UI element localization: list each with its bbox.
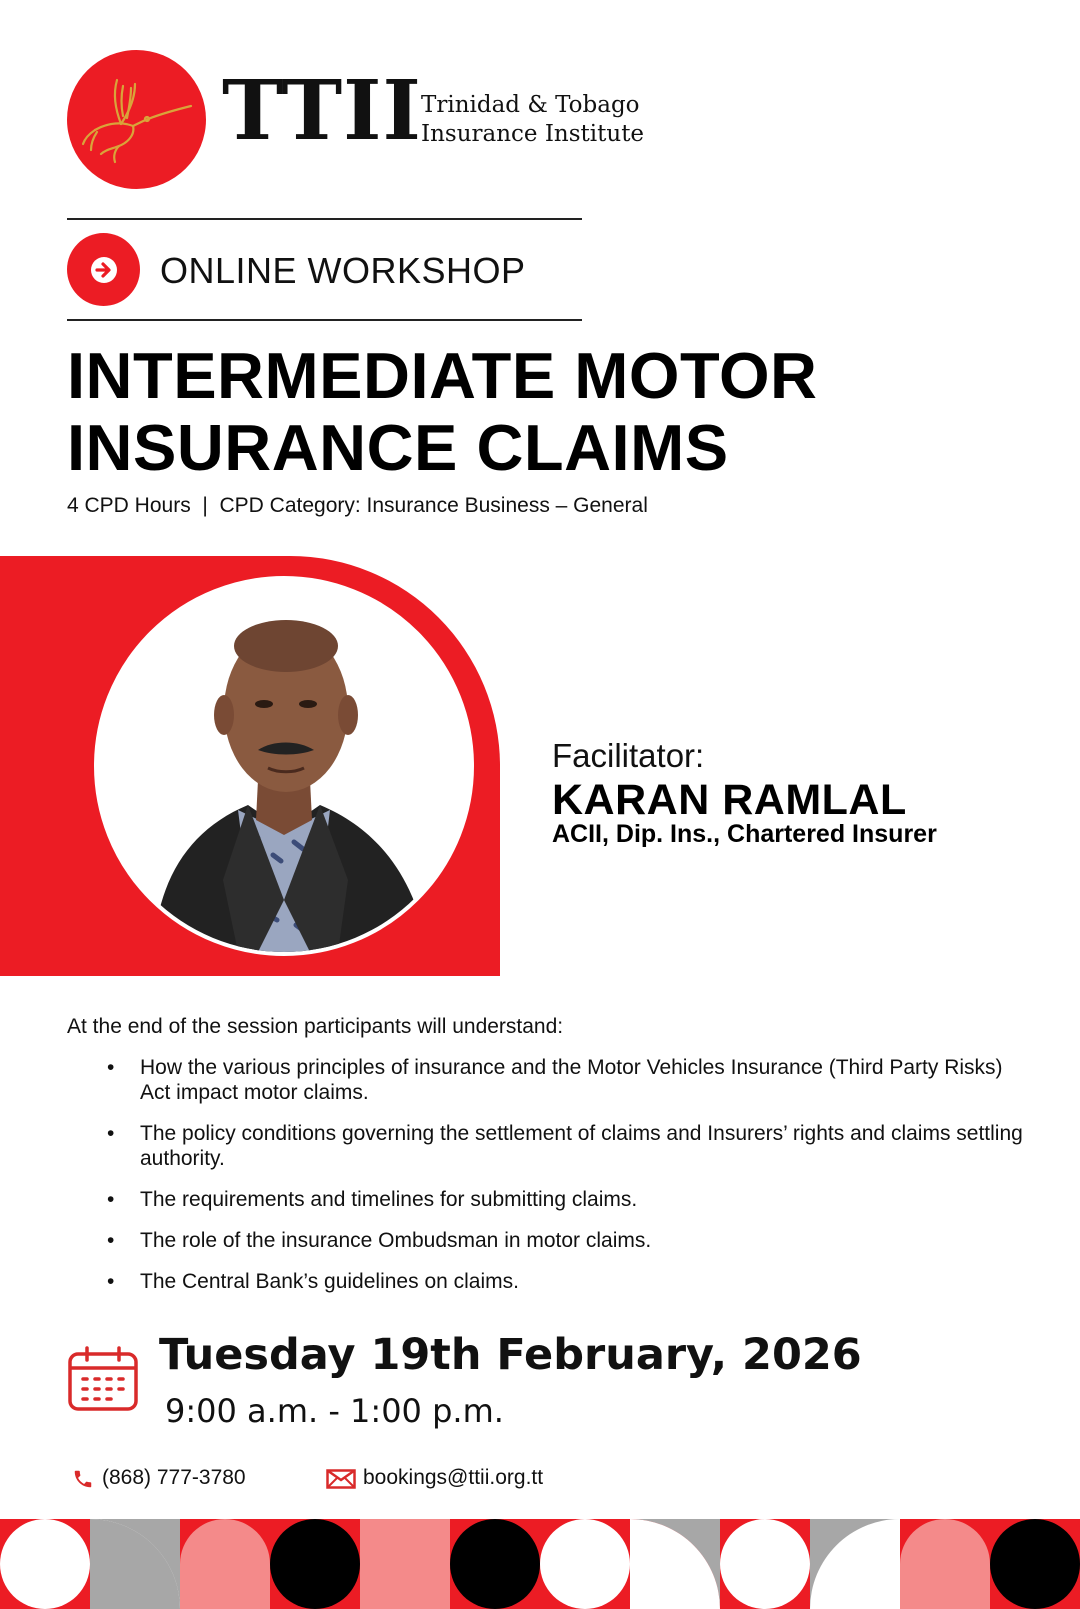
objectives-list [67,1055,1027,1310]
facilitator-label: Facilitator: [552,737,705,774]
list-item [67,1121,1027,1171]
list-item-text: How the various principles of insurance and the Motor Vehicles Insurance (Third Party Risks) Act impact motor claims. [140,1056,1003,1104]
list-item-text: The role of the insurance Ombudsman in motor claims. [140,1229,652,1252]
event-type-label: ONLINE WORKSHOP [160,250,526,291]
bullet-icon: • [107,1188,115,1211]
arrow-badge [67,233,140,306]
list-item [67,1269,1027,1294]
list-item-text: The policy conditions governing the settlement of claims and Insurers’ rights and claims settling authority. [140,1122,1023,1170]
event-title [67,340,1027,484]
portrait-illustration [98,580,470,952]
list-item-text: The requirements and timelines for submitting claims. [140,1188,638,1211]
geometric-pattern-graphic [0,1519,1080,1609]
event-date: Tuesday 19th February, 2026 [159,1330,862,1380]
objectives-intro: At the end of the session participants will understand: [67,1015,564,1038]
org-name-line1: Trinidad & Tobago [421,92,640,118]
envelope-icon [326,1469,356,1489]
bullet-icon: • [107,1056,115,1079]
event-time: 9:00 a.m. - 1:00 p.m. [165,1392,504,1430]
org-abbreviation: TTII [222,63,422,159]
bullet-icon: • [107,1229,115,1252]
title-line-1: INTERMEDIATE MOTOR [67,339,818,412]
calendar-icon [67,1346,139,1412]
hummingbird-icon [75,72,195,172]
bullet-icon: • [107,1270,115,1293]
list-item [67,1055,1027,1105]
list-item-text: The Central Bank’s guidelines on claims. [140,1270,519,1293]
org-name-line2: Insurance Institute [421,121,645,147]
bullet-icon: • [107,1122,115,1145]
list-item [67,1187,1027,1212]
hummingbird-logo [67,50,206,189]
title-line-2: INSURANCE CLAIMS [67,411,729,484]
facilitator-credentials: ACII, Dip. Ins., Chartered Insurer [552,820,937,848]
facilitator-photo [94,576,474,956]
phone-number[interactable]: (868) 777-3780 [102,1466,246,1489]
footer-pattern [0,1519,1080,1609]
phone-icon [72,1468,94,1490]
divider-top [67,218,582,220]
org-full-name [421,91,644,149]
list-item [67,1228,1027,1253]
divider-bottom [67,319,582,321]
arrow-right-icon [89,255,119,285]
email-address[interactable]: bookings@ttii.org.tt [363,1466,544,1489]
facilitator-name: KARAN RAMLAL [552,776,907,824]
cpd-info: 4 CPD Hours | CPD Category: Insurance Business – General [67,494,648,517]
